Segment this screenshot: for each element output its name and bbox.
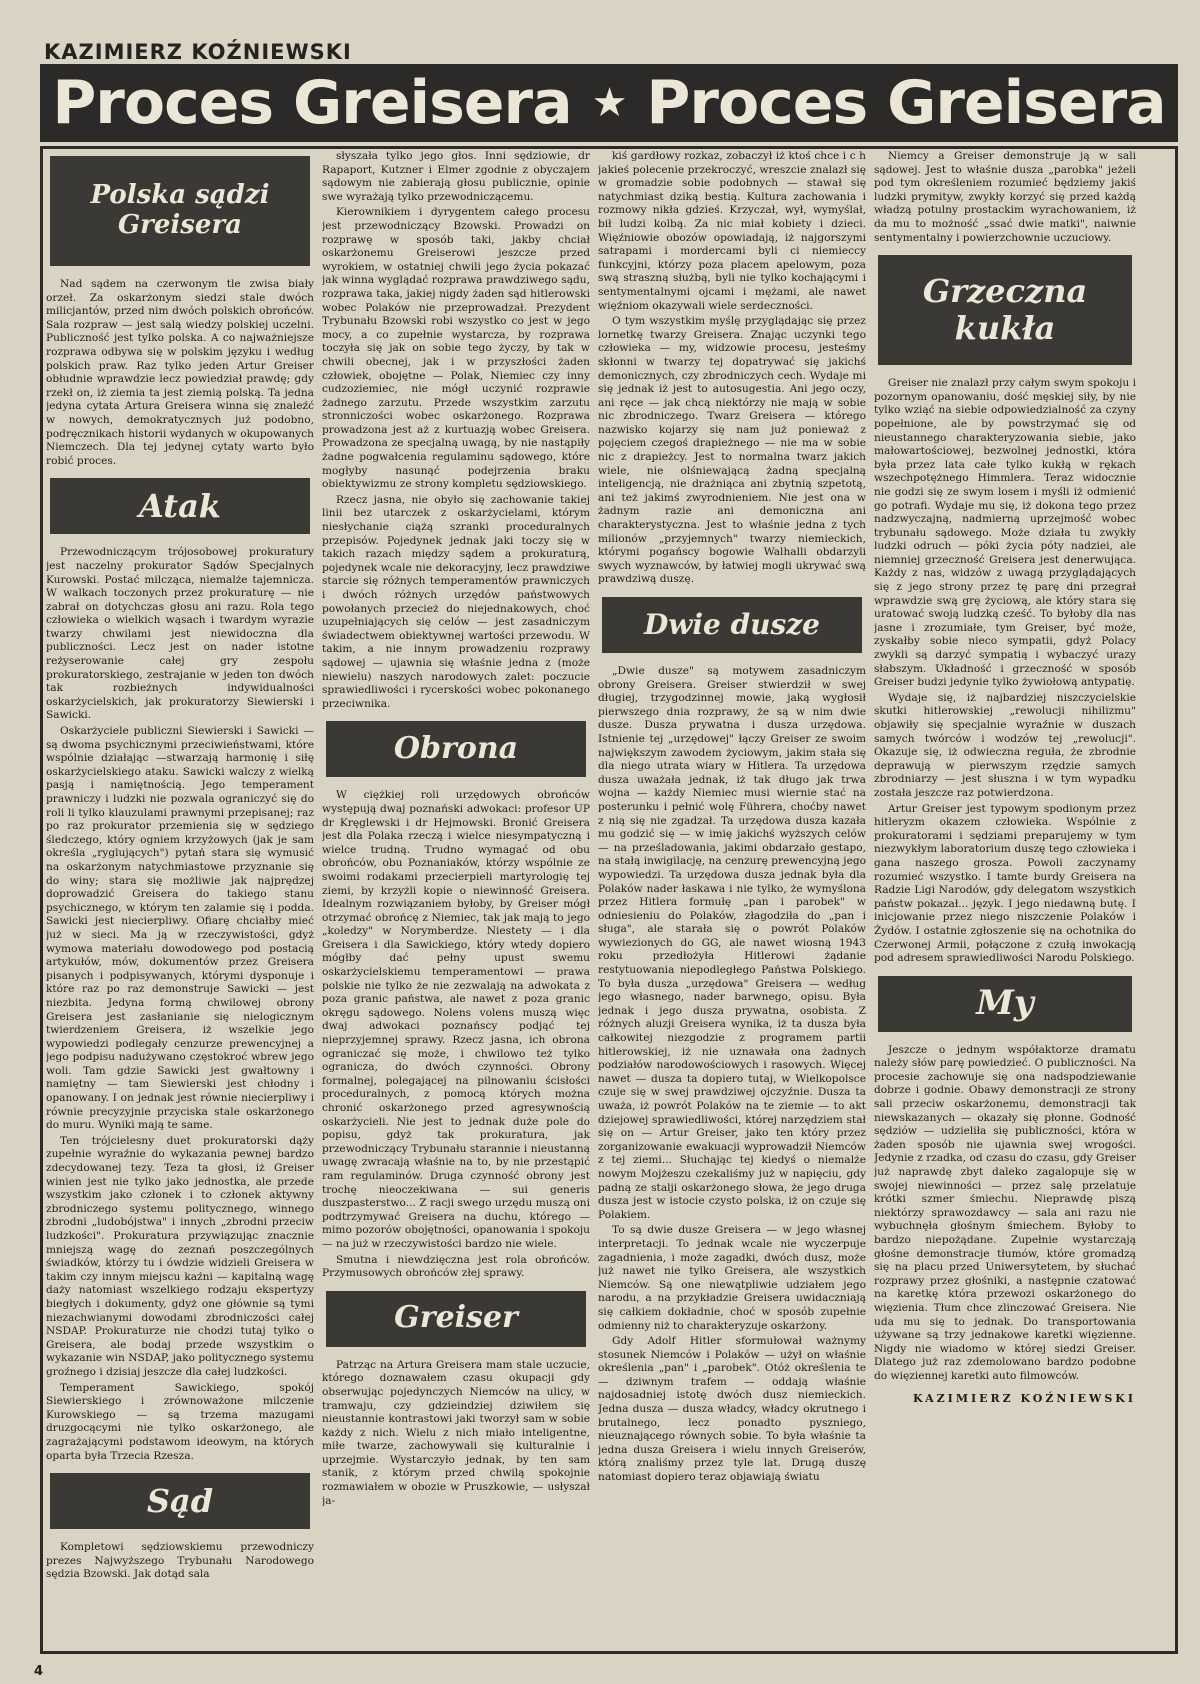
paragraph: Patrząc na Artura Greisera mam stale uczucie, którego doznawałem czasu okupacji gdy obserwując pojedynczych Niemców na ulicy, w tramwaju, czy gdzieindziej dziwiłem się nieustannie kontrastowi jaki tworzył sam w sobie każdy z nich. Wielu z nich miało inteligentne, miłe twarze, zachowywali się kulturalnie i uprzejmie. Wystarczyło jednak, by ten sam stanik, z którym przed chwilą spokojnie rozmawiałem w obozie w Pruszkowie, — usłyszał ja-	[322, 1358, 590, 1507]
section-heading-sad: Sąd	[50, 1473, 310, 1529]
paragraph: O tym wszystkim myślę przyglądając się przez lornetkę twarzy Greisera. Znając uczynki tego człowieka — my, widzowie procesu, jesteśmy skłonni w twarzy tej dopatrywać się jakichś demonicznych, czy zbrodniczych cech. Wydaje mi się jednak iż jest to autosugestia. Ani jego oczy, ani ręce — jak chcą niektórzy nie mają w sobie nic zbrodniczego. Twarz Greisera — którego nazwisko kojarzy się nam już ponieważ z pojęciem czegoś drapieżnego — nie ma w sobie nic z drapieżcy. Jest to normalna twarz jakich wiele, nie olśniewającą żadną specjalną inteligencją, nie drażniąca ani zbytnią szpetotą, ani też jakimś zwyrodnieniem. Nie jest ona w żadnym razie ani demoniczna ani charakterystyczna. Jest to właśnie jedna z tych milionów „przyjemnych" twarzy niemieckich, którymi pogańscy bogowie Walhalli obdarzyli swych wyznawców, by łatwiej mogli ukrywać swą prawdziwą duszę.	[598, 315, 866, 586]
headline-banner	[40, 64, 1178, 142]
column-2	[322, 150, 590, 1650]
section-heading-grzeczna-kukla: Grzeczna kukła	[878, 255, 1132, 365]
column-4	[874, 150, 1136, 1650]
paragraph: Niemcy a Greiser demonstruje ją w sali sądowej. Jest to właśnie dusza „parobka" jeżeli pod tym określeniem rozumieć będziemy jakiś ludzki prymityw, zwykły korzyć się przed każdą władzą potulny prostackim wyrachowaniem, iż da mu to możność „ssać dwie matki", naiwnie sentymentalny i powierzchownie uczuciowy.	[874, 150, 1136, 244]
paragraph: Nad sądem na czerwonym tle zwisa biały orzeł. Za oskarżonym siedzi stale dwóch milicjantów, przed nim dwóch polskich obrońców. Sala rozpraw — jest salą wiedzy polskiej uczelni. Publiczność jest tylko polska. A co najważniejsze rozprawa odbywa się w polskim języku i według polskich praw. Raz tylko jeden Artur Greiser obłudnie wprawdzie lecz powiedział prawdę; gdy rzekł on, iż ziemia ta jest ziemią polską. Ta jedna jedyna cytata Artura Greisera winna się znaleźć w nowych, demokratycznych już podobno, podręcznikach historii wydanych w okupowanych Niemczech. Dla tej jedynej cytaty warto było robić proces.	[46, 278, 314, 467]
paragraph: To są dwie dusze Greisera — w jego własnej interpretacji. To jednak wcale nie wyczerpuje zagadnienia, i może zagadki, dwóch dusz, może już nawet nie tylko Greisera, ale wszystkich Niemców. Są one niewątpliwie udziałem jego narodu, a na przykładzie Greisera uwidaczniają się całkiem dokładnie, choć w sposób zupełnie odmienny niż to charakteryzuje oskarżony.	[598, 1224, 866, 1332]
paragraph: Smutna i niewdzięczna jest rola obrońców. Przymusowych obrońców złej sprawy.	[322, 1253, 590, 1280]
section-heading-dwie-dusze: Dwie dusze	[602, 597, 862, 653]
signature: KAZIMIERZ KOŹNIEWSKI	[913, 1391, 1136, 1405]
paragraph: „Dwie dusze" są motywem zasadniczym obrony Greisera. Greiser stwierdził w swej długiej, trzygodzinnej mowie, jaką wygłosił pierwszego dnia rozprawy, że są w nim dwie dusze. Dusza prywatna i dusza urzędowa. Istnienie tej „urzędowej" łączy Greiser ze swoim największym zawodem życiowym, jakim stała się dla niego utrata wiary w Hitlera. Ta urzędowa dusza uważała jednak, iż tak długo jak trwa wojna — każdy Niemiec musi wiernie stać na posterunku i pełnić wolę Führera, choćby nawet z nią się nie zgadzał. Ta urzędowa dusza kazała mu godzić się — w imię jakichś wyższych celów — na prześladowania, jakimi obdarzało gestapo, na stałą inwigilację, na cenzurę prewencyjną jego wypowiedzi. Ta urzędowa dusza jednak była dla Polaków nader łaskawa i nie tylko, że wymyślona przez Hitlera formułę „pan i parobek" w odniesieniu do Polaków, złagodziła do „pan i sługa", ale starała się o powrót Polaków wywiezionych do GG, ale nawet wiosną 1943 roku przedłożyła Hitlerowi żądanie restytuowania niepodległego Państwa Polskiego. To była dusza „urzędowa" Greisera — według jego własnego, nader barwnego, opisu. Była jednak i jego dusza prywatna, osobista. Z różnych aluzji Greisera wynika, iż ta dusza była całkowitej niezgodzie z programem partii hitlerowskiej, iż nie uznawała ona żadnych podziałów narodowościowych i rasowych. Więcej nawet — dusza ta dopiero tutaj, w Wielkopolsce czuje się w swej prawdziwej ojczyźnie. Dusza ta uważa, iż powrót Polaków na te ziemie — to akt dziejowej sprawiedliwości, której narzędziem stał się on — Artur Greiser, jako ten który przez zorganizowanie ewakuacji wyprowadził Niemców z tej ziemi... Słuchając tej kiedyś o niemalże nowym Mojżeszu czekaliśmy już w napięciu, gdy padną ze stalji oskarżonego słowa, że jego druga dusza jest w istocie czysto polska, iż on czuje się Polakiem.	[598, 665, 866, 1221]
page-number: 4	[34, 1664, 44, 1679]
paragraph: Kierownikiem i dyrygentem całego procesu jest przewodniczący Bzowski. Prowadzi on rozprawę w sposób taki, jakby chciał oskarżonemu Greiserowi jeszcze przed wyrokiem, w ostatniej chwili jego życia pokazać jak winna wyglądać rozprawa prawdziwego sądu, rozprawa taka, jakiej nigdy żaden sąd hitlerowski wobec Polaków nie przeprowadzał. Prezydent Trybunału Bzowski robi wszystko co jest w jego mocy, a co zupełnie wystarcza, by rozprawa toczyła się jak on sobie tego życzy, by tak w chwili obecnej, jak i w przyszłości żaden człowiek, obojętne — Polak, Niemiec czy inny cudzoziemiec, nie mógł uczynić rozprawie żadnego zarzutu. Przede wszystkim zarzutu stronniczości wobec oskarżonego. Rozprawa prowadzona jest aż z kurtuazją wobec Greisera. Prowadzona ze specjalną uwagą, by nie nastąpiły żadne pogwałcenia regulaminu sądowego, które mogłyby nasunąć podejrzenia braku obiektywizmu ze strony kompletu sędziowskiego.	[322, 206, 590, 491]
paragraph: słyszała tylko jego głos. Inni sędziowie, dr Rapaport, Kutzner i Elmer zgodnie z obyczajem sądowym nie zabierają głosu publicznie, opinie swe wyrażają tylko przewodniczącemu.	[322, 150, 590, 203]
paragraph: Przewodniczącym trójosobowej prokuratury jest naczelny prokurator Sądów Specjalnych Kurowski. Postać milcząca, niemalże tajemnicza. W walkach toczonych przez prokuraturę — nie zabrał on dotychczas głosu ani razu. Rola tego człowieka o wielkich wąsach i twardym wyrazie twarzy chwilami jest niewidoczna dla publiczności. Lecz jest on nader istotne reżyserowanie całej gry zespołu prokuratorskiego, zestrajanie w jeden ton dwóch tak rozbieżnych indywidualności oskarżycielskich, jak prokuratorzy Siewierski i Sawicki.	[46, 546, 314, 722]
paragraph: Kompletowi sędziowskiemu przewodniczy prezes Najwyższego Trybunału Narodowego sędzia Bzowski. Jak dotąd sala	[46, 1541, 314, 1581]
section-heading-my: My	[878, 976, 1132, 1032]
headline-left: Proces Greisera	[52, 68, 572, 138]
paragraph: Ten trójcielesny duet prokuratorski dąży zupełnie wyraźnie do wykazania pewnej bardzo zdecydowanej tezy. Teza ta głosi, iż Greiser winien jest nie tylko jako jednostka, ale przede wszystkim jako członek i to członek aktywny zbrodniczego systemu politycznego, winnego zbrodni „ludobójstwa" i innych „zbrodni przeciw ludzkości". Prokuratura przywiązując znacznie mniejszą wagę do zeznań poszczególnych świadków, którzy tu i ówdzie widzieli Greisera w takim czy innym miejscu kaźni — kapitalną wagę daży natomiast wszelkiego rodzaju ekspertyzy biegłych i dokumenty, gdyż one głównie są tymi niezachwianymi dowodami zbrodniczości całej NSDAP. Prokuraturze nie chodzi tutaj tylko o Greisera, ale bodaj przede wszystkim o wykazanie win NSDAP, jako politycznego systemu groźnego i dzisiaj jeszcze dla całej ludzkości.	[46, 1134, 314, 1378]
author-byline: KAZIMIERZ KOŹNIEWSKI	[44, 40, 352, 64]
paragraph: Gdy Adolf Hitler sformułował ważnymy stosunek Niemców i Polaków — użył on właśnie określenia „pan" i „parobek". Otóż określenia te — dziwnym trafem — oddają właśnie najdosadniej istotę dwóch dusz niemieckich. Jedna dusza — dusza władcy, władcy okrutnego i brutalnego, lecz ponadto pyszniego, nieuznającego równych sobie. To była właśnie ta jedna dusza Greisera i wielu innych Greiserów, którą znaliśmy przez tyle lat. Drugą duszę natomiast dopiero teraz objawiają światu	[598, 1335, 866, 1484]
column-3	[598, 150, 866, 1650]
paragraph: Wydaje się, iż najbardziej niszczycielskie skutki hitlerowskiej „rewolucji nihilizmu" objawiły się specjalnie wyraźnie w duszach samych twórców i wodzów tej „rewolucji". Okazuje się, iż odwieczna reguła, że zbrodnie deprawują w pierwszym rzędzie samych zbrodniarzy — jest słuszna i w tym wypadku została jeszcze raz potwierdzona.	[874, 691, 1136, 799]
column-1	[46, 150, 314, 1650]
section-heading-polska: Polska sądzi Greisera	[50, 156, 310, 266]
section-heading-greiser: Greiser	[326, 1291, 586, 1347]
paragraph: Artur Greiser jest typowym spodionym przez hitleryzm okazem człowieka. Wspólnie z prokuratorami i sędziami preparujemy w tym niezwykłym laboratorium duszę tego człowieka i gana naszego grosza. Powoli zaczynamy rozumieć wszystko. I tamte burdy Greisera na Radzie Ligi Narodów, gdy delegatom wszystkich państw pokazał... język. I jego niedawną butę. I inicjowanie przez niego niszczenie Polaków i Żydów. I ostatnie zgłoszenie się na ochotnika do Czerwonej Armii, połączone z czułą inwokacją pod adresem sprawiedliwości Narodu Polskiego.	[874, 802, 1136, 965]
paragraph: W ciężkiej roli urzędowych obrońców występują dwaj poznański adwokaci: profesor UP dr Kręglewski i dr Hejmowski. Bronić Greisera jest dla Polaka rzeczą i wielce niesympatyczną i wielce trudną. Trudno wymagać od obu obrońców, obu Poznaniaków, którzy wspólnie ze swoimi rodakami przecierpieli martyrologię tej ziemi, by krzyżli kopie o niewinność Greisera. Idealnym rozwiązaniem byłoby, by Greiser mógł otrzymać obrońcę z Niemiec, tak jak mają to jego „koledzy" w Norymberdze. Niestety — i dla Greisera i dla Sawickiego, który wtedy dopiero mógłby dać pełny upust swemu oskarżycielskiemu temperamentowi — prawa polskie nie tylko że nie zezwalają na adwokata z poza granic państwa, ale nawet z poza granic okręgu sądowego. Nolens volens muszą więc dwaj adwokaci poznańscy podjąć tej nieprzyjemnej sprawy. Rzecz jasna, ich obrona ograniczać się może, i chwilowo też tylko ogranicza, do dwóch czynności. Obrony formalnej, polegającej na pilnowaniu ścisłości proceduralnych, z pomocą których można chronić oskarżonego przed agresywnością oskarżycieli. Nie jest to jednak duże pole do popisu, gdyż tak prokuratura, jak przewodniczący Trybunału starannie i nieustanną uwagę zwracają właśnie na to, by nie przestąpić ram regulaminów. Druga czynność obrony jest trochę nieoczekiwana — sui generis duszpasterstwo... Z racji swego urzędu muszą oni podtrzymywać Greisera na duchu, którego — mimo pozorów obojętności, opanowania i spokoju — na już w rzeczywistości bardzo nie wiele.	[322, 789, 590, 1250]
paragraph: Jeszcze o jednym współaktorze dramatu należy słów parę powiedzieć. O publiczności. Na procesie zachowuje się ona nadspodziewanie dobrze i godnie. Obawy demonstracji ze strony sali przeciw oskarżonemu, demonstracji tak niewskazanych — okazały się płonne. Godność sędziów — udzieliła się publiczności, która w żaden sposób nie ujawnia swej wrogości. Jedynie z rzadka, od czasu do czasu, gdy Greiser już naprawdę zbyt daleko zagalopuje się w swojej niewinności — przez salę przelatuje krótki szmer śmiechu. Nieprawdę piszą niektórzy sprawozdawcy — sala ani razu nie wybuchnęła głośnym śmiechem. Byłoby to bardzo niepożądane. Zupełnie wystarczają głośne demonstracje tłumów, które gromadzą się na placu przed Uniwersytetem, by słuchać rozprawy przez głośniki, a następnie czatować na karetkę która przewozi oskarżonego do więzienia. Tłum chce zlinczować Greisera. Nie uda mu się to jednak. Do transportowania używane są trzy jednakowe karetki więzienne. Nigdy nie wiadomo w której siedzi Greiser. Dlatego już raz zdemolowano bardzo podobne do więziennej karetki auto filmowców.	[874, 1043, 1136, 1382]
section-heading-obrona: Obrona	[326, 721, 586, 777]
headline-right: Proces Greisera	[646, 68, 1166, 138]
star-icon: ★	[591, 80, 627, 126]
paragraph: Temperament Sawickiego, spokój Siewierskiego i zrównoważone milczenie Kurowskiego — są trzema mazugami druzgocącymi nie tylko oskarżonego, ale zagrażającymi podstawom ideowym, na których oparta była Trzecia Rzesza.	[46, 1381, 314, 1462]
paragraph: Greiser nie znalazł przy całym swym spokoju i pozornym opanowaniu, dość męskiej siły, by nie tylko wziąć na siebie odpowiedzialność za czyny popełnione, ale by powstrzymać się od nieustannego charakteryzowania siebie, jako małowartościowej, bezwolnej jednostki, która była przez lata całe tylko kukłą w rękach wszechpotężnego Himmlera. Teraz widocznie nie godzi się ze swym losem i myśli iż odmienić go potrafi. Wydaje mu się, iż dokona tego przez nadzwyczajną, nadmierną uprzejmość wobec trybunału sądowego. Może działa tu zwykły ludzki odruch — póki życia póty nadziei, ale niemniej grzeczność Greisera jest denerwująca. Każdy z nas, widzów z uwagą przyglądających się z jego strony przez tę parę dni przegrał wprawdzie swą grę życiową, ale który stara się uratować swoją ludzką cześć. To byłoby dla nas jasne i zrozumiałe, tym Greiser, być może, zyskałby sobie nieco sympatii, gdyż Polacy zwykli są darzyć sympatią i wybaczyć urazy słabszym. Układność i grzeczność w sposób Greiser budzi jedynie tylko żywiołową antypatię.	[874, 377, 1136, 689]
paragraph: Rzecz jasna, nie obyło się zachowanie takiej linii bez utarczek z oskarżycielami, którym niesłychanie ciążą szranki proceduralnych przepisów. Pojedynek jednak jaki toczy się w takich razach między sądem a prokuraturą, pojedynek wcale nie dekoracyjny, lecz prawdziwe starcie się różnych temperamentów prawniczych i dwóch różnych urzędów państwowych powołanych przecież do niejednakowych, choć uzupełniających się celów — jest zasadniczym świadectwem obiektywnej wartości przewodu. W takim, a nie innym prowadzeniu rozprawy sądowej — ujawnia się właśnie jedna z (może niewielu) naszych narodowych zalet: poczucie sprawiedliwości i rycerskości wobec pokonanego przeciwnika.	[322, 493, 590, 710]
paragraph: Oskarżyciele publiczni Siewierski i Sawicki — są dwoma psychicznymi przeciwieństwami, które wspólnie działając —stwarzają harmonię i siłę oskarżycielskiego ataku. Sawicki walczy z wielką pasją i namiętnością. Jego temperament prawniczy i ludzki nie pozwala ograniczyć się do roli li tylko klauzulami prawnymi przepisanej; raz po raz prokurator przemienia się w sędziego śledczego, który ogniem krzyżowych (jak je sam określa „ryglujących") pytań stara się wymusić na oskarżonym natychmiastowe przyznanie się do winy; stara się możliwie jak najprędzej doprowadzić Greisera do takiego stanu psychicznego, w którym ten zalamie się i podda. Sawicki jest niecierpliwy. Ofiarę chciałby mieć już w sieci. Ma ją w rzeczywistości, gdyż wymowa materiału dowodowego pod postacią artykułów, mów, dokumentów przez Greisera pisanych i podpisywanych, którymi dysponuje i które raz po raz demonstruje Sawicki — jest niezbita. Jedyna formą chwilowej obrony Greisera jest zasłanianie się nielogicznym twierdzeniem Greisera, iż wszelkie jego wypowiedzi podlegały cenzurze prewencyjnej a jego podpisu nadużywano częstokroć wbrew jego woli. Tam gdzie Sawicki jest gwałtowny i namiętny — tam Siewierski jest chłodny i opanowany. I on jednak jest równie niecierpliwy i równie precyzyjnie przyciska stale oskarżonego do muru. Wyniki mają te same.	[46, 725, 314, 1132]
section-heading-atak: Atak	[50, 478, 310, 534]
paragraph: kiś gardłowy rozkaz, zobaczył iż ktoś chce i c h jakieś polecenie przekroczyć, wreszcie znalazł się w gromadzie sobie podobnych — stawał się natychmiast dziką bestią. Kultura zachowania i rozmowy nikła gdzieś. Krzyczał, wył, wymyślał, bił ludzi kolbą. Za nic miał kobiety i dzieci. Więźniowie obozów opowiadają, iż najgorszymi satrapami i mordercami byli ci niemieccy funkcyjni, którzy poza placem apelowym, poza swą straszną służbą, byli nie tylko kochającymi i sentymentalnymi ojcami i mężami, ale nawet więźniom okazywali wiele serdeczności.	[598, 150, 866, 312]
